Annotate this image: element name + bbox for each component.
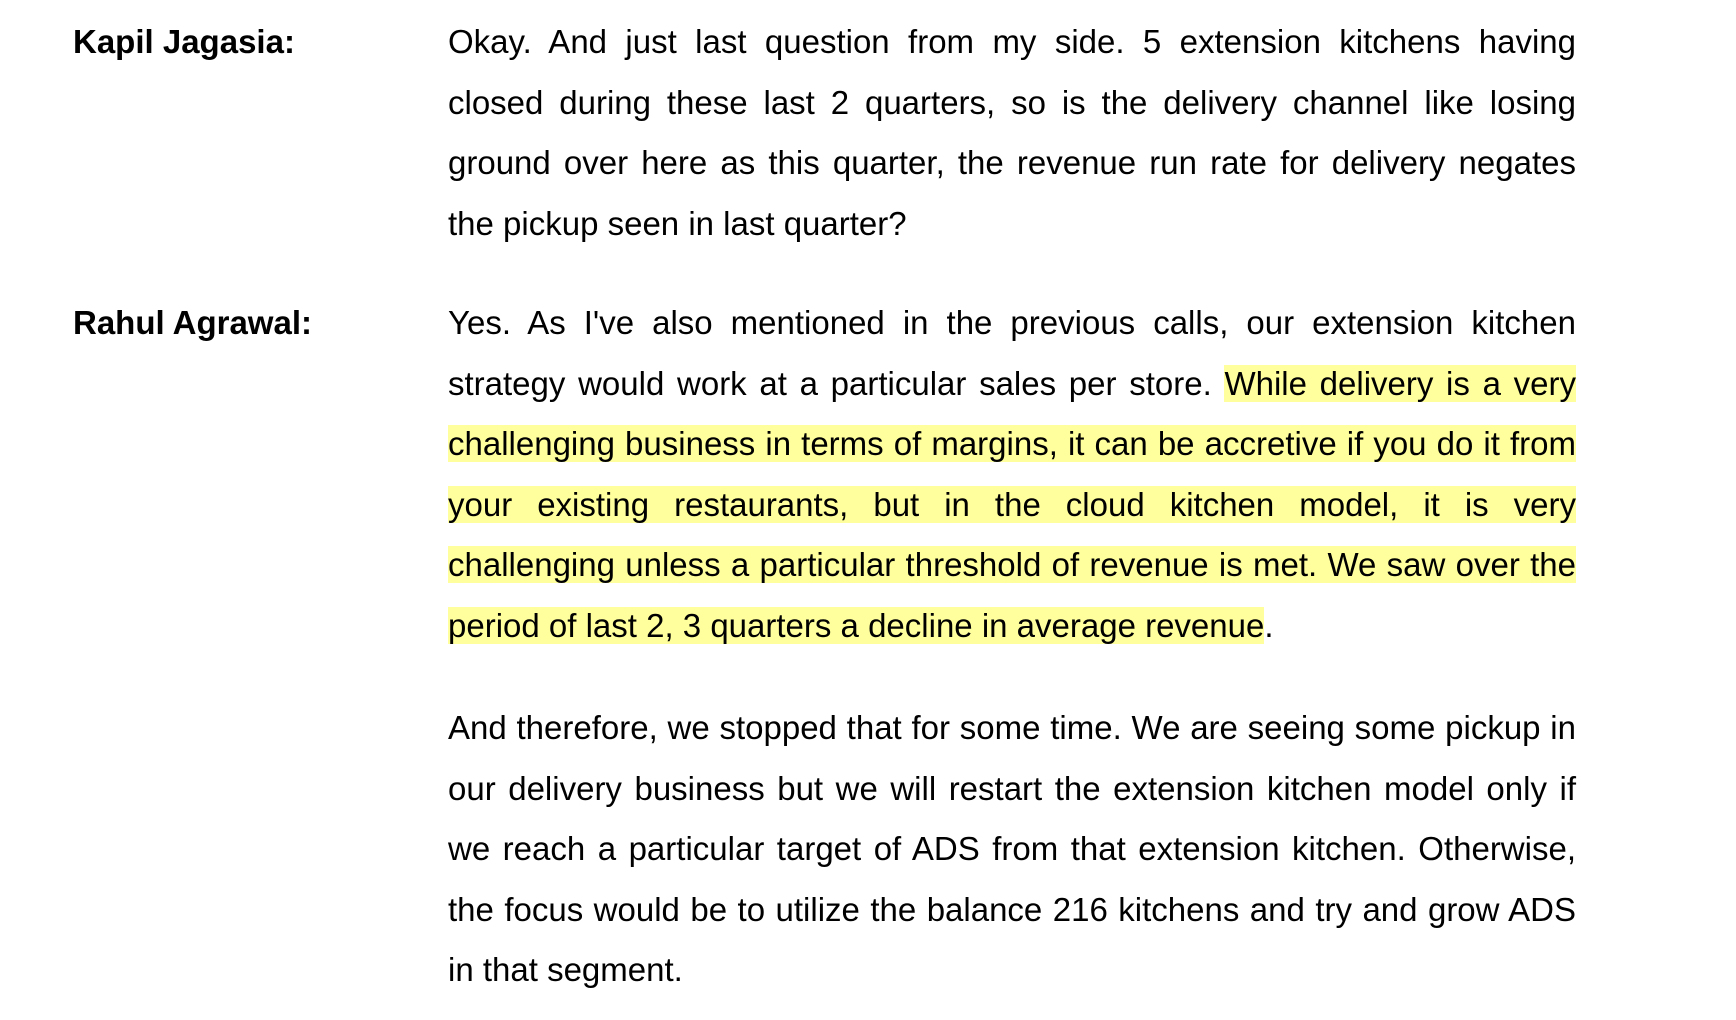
speech-block xyxy=(448,293,1576,1001)
paragraph-text-end: . xyxy=(1264,606,1274,644)
speech-paragraph xyxy=(448,293,1576,656)
highlighted-text: While delivery is a very challenging business in terms of margins, it can be accretive if you do it from your existing restaurants, but in the cloud kitchen model, it is very challenging unless a particular threshold of revenue is met. We saw over the period of last 2, 3 quarters a decline in average revenue xyxy=(448,364,1576,644)
speech-block xyxy=(448,12,1576,254)
speech-paragraph xyxy=(448,698,1576,1001)
paragraph-text: And therefore, we stopped that for some time. We are seeing some pickup in our delivery business but we will restart the extension kitchen model only if we reach a particular target of ADS from that extension kitchen. Otherwise, the focus would be to utilize the balance 216 kitchens and try and grow ADS in that segment. xyxy=(448,709,1576,988)
paragraph-text: Okay. And just last question from my side. 5 extension kitchens having closed during these last 2 quarters, so is the delivery channel like losing ground over here as this quarter, the revenue run rate for delivery negates the pickup seen in last quarter? xyxy=(448,23,1576,242)
paragraph-text: Yes. As I've also mentioned in the previous calls, our extension kitchen strategy would work at a particular sales per store. xyxy=(448,304,1576,402)
speaker-name: Kapil Jagasia: xyxy=(73,23,295,60)
speaker-name: Rahul Agrawal: xyxy=(73,304,312,341)
speech-paragraph xyxy=(448,12,1576,254)
